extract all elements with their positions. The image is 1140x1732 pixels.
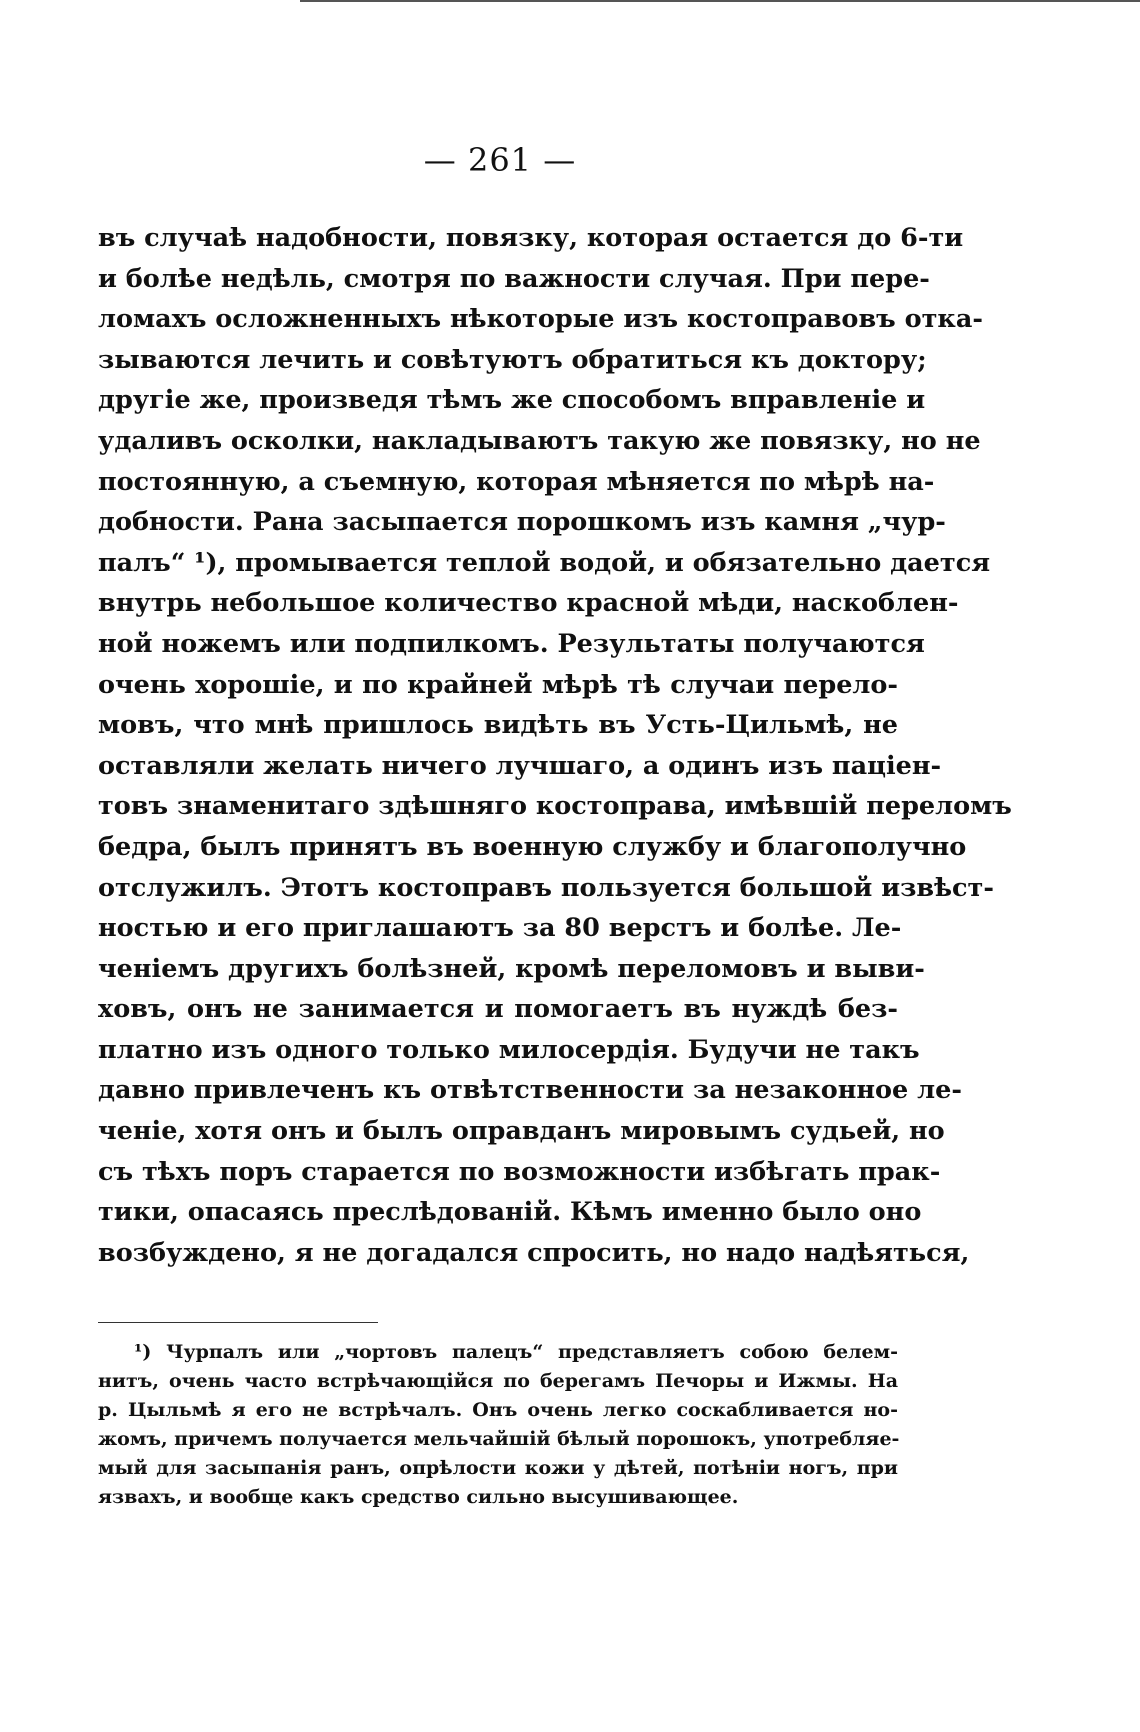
body-line: оставляли желать ничего лучшаго, а одинъ изъ паціен- — [98, 750, 942, 781]
body-line: отслужилъ. Этотъ костоправъ пользуется большой извѣст- — [98, 872, 994, 903]
footnote-line: язвахъ, и вообще какъ средство сильно высушивающее. — [98, 1486, 739, 1508]
body-line: добности. Рана засыпается порошкомъ изъ камня „чур- — [98, 507, 946, 538]
body-line: ломахъ осложненныхъ нѣкоторые изъ костоправовъ отка- — [98, 304, 983, 335]
body-line: въ случаѣ надобности, повязку, которая остается до 6-ти — [98, 223, 964, 253]
body-line: платно изъ одного только милосердія. Будучи не такъ — [98, 1034, 920, 1065]
body-line: ностью и его приглашаютъ за 80 верстъ и болѣе. Ле- — [98, 913, 902, 944]
body-line: внутрь небольшое количество красной мѣди, наскоблен- — [98, 588, 959, 619]
body-line: очень хорошіе, и по крайней мѣрѣ тѣ случаи перело- — [98, 669, 898, 700]
body-line: тики, опасаясь преслѣдованій. Кѣмъ именно было оно — [98, 1197, 922, 1228]
page-number: — 261 — — [423, 141, 577, 179]
body-line: ховъ, онъ не занимается и помогаетъ въ нуждѣ без- — [98, 994, 898, 1025]
body-line: постоянную, а съемную, которая мѣняется по мѣрѣ на- — [98, 466, 935, 497]
body-line: возбуждено, я не догадался спросить, но надо надѣяться, — [98, 1237, 970, 1268]
body-line: ной ножемъ или подпилкомъ. Результаты получаются — [98, 628, 925, 659]
body-line: товъ знаменитаго здѣшняго костоправа, имѣвшій переломъ — [98, 791, 1012, 822]
body-line: давно привлеченъ къ отвѣтственности за незаконное ле- — [98, 1075, 962, 1106]
body-line: зываются лечить и совѣтуютъ обратиться къ доктору; — [98, 344, 927, 375]
footnote-line: р. Цыльмѣ я его не встрѣчалъ. Онъ очень легко соскабливается но- — [98, 1399, 898, 1421]
body-line: бедра, былъ принятъ въ военную службу и благополучно — [98, 831, 967, 862]
footnote-line: жомъ, причемъ получается мельчайшій бѣлый порошокъ, употребляе- — [98, 1428, 900, 1450]
footnote-line: нитъ, очень часто встрѣчающійся по берегамъ Печоры и Ижмы. На — [98, 1370, 898, 1392]
footnote-line: мый для засыпанія ранъ, опрѣлости кожи у дѣтей, потѣніи ногъ, при — [98, 1457, 898, 1479]
footnote-separator — [98, 1322, 378, 1324]
body-line: ченіе, хотя онъ и былъ оправданъ мировымъ судьей, но — [98, 1116, 945, 1147]
body-line: и болѣе недѣль, смотря по важности случая. При пере- — [98, 263, 930, 294]
body-text — [98, 218, 1012, 1273]
body-line: удаливъ осколки, накладываютъ такую же повязку, но не — [98, 425, 981, 456]
top-edge-rule — [300, 0, 1140, 2]
footnote-line: ¹) Чурпалъ или „чортовъ палецъ“ представляетъ собою белем- — [134, 1341, 898, 1363]
body-line: ченіемъ другихъ болѣзней, кромѣ переломовъ и выви- — [98, 953, 925, 984]
body-line: другіе же, произведя тѣмъ же способомъ вправленіе и — [98, 385, 926, 416]
body-line: палъ“ ¹), промывается теплой водой, и обязательно дается — [98, 547, 991, 578]
body-line: съ тѣхъ поръ старается по возможности избѣгать прак- — [98, 1156, 941, 1187]
footnote — [98, 1338, 898, 1512]
body-line: мовъ, что мнѣ пришлось видѣть въ Усть-Цильмѣ, не — [98, 710, 898, 741]
